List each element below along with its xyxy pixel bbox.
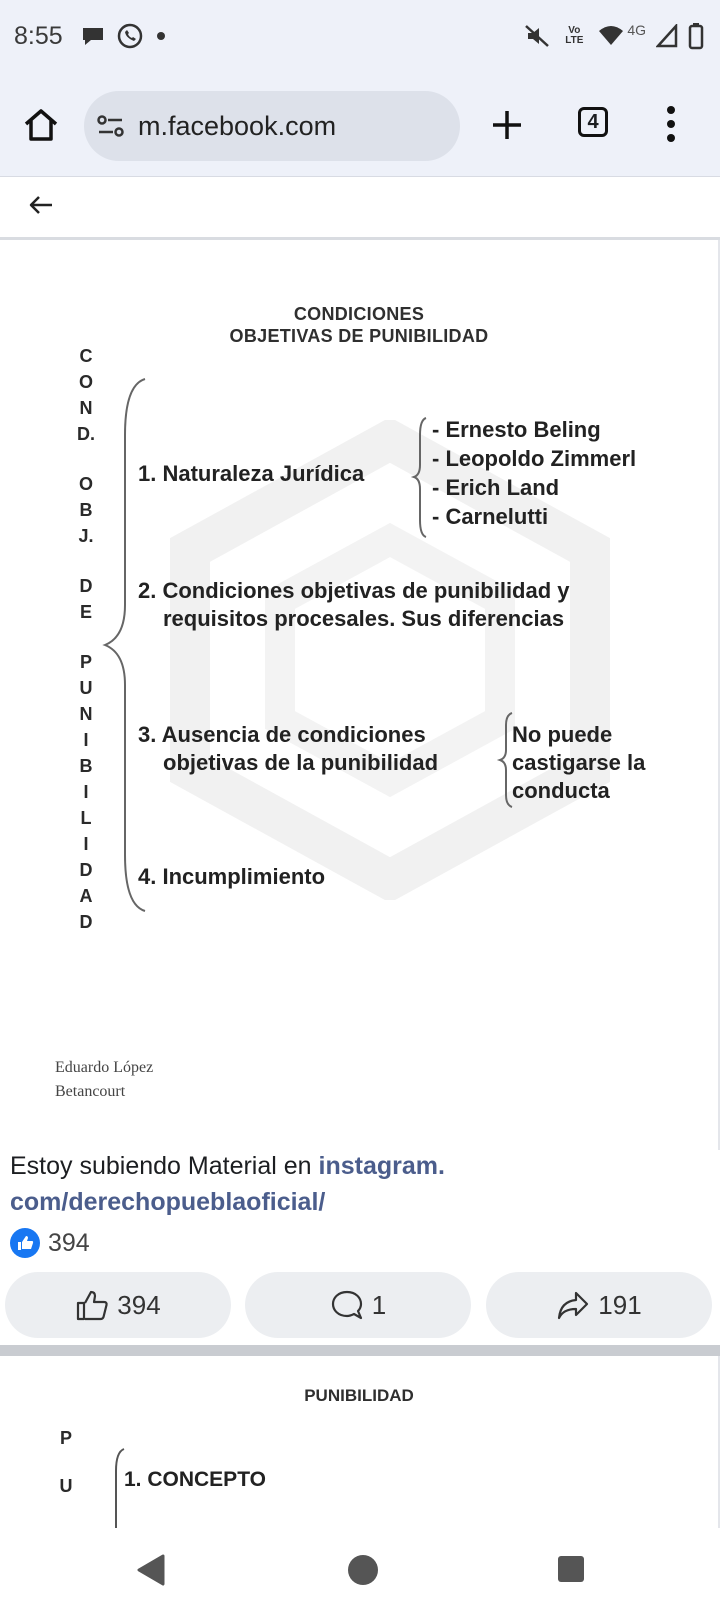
result-text: conducta bbox=[512, 778, 610, 803]
site-settings-icon[interactable] bbox=[96, 111, 126, 141]
share-button[interactable] bbox=[486, 1272, 712, 1338]
item-ausencia-line1: 3. Ausencia de condiciones bbox=[138, 722, 426, 747]
reaction-count: 394 bbox=[48, 1228, 90, 1257]
author-item: - Leopoldo Zimmerl bbox=[432, 446, 637, 471]
vertical-letter: P bbox=[79, 652, 92, 672]
vertical-letter: O bbox=[78, 474, 93, 494]
post-caption bbox=[10, 1148, 710, 1220]
item-condiciones-line1: 2. Condiciones objetivas de punibilidad y bbox=[138, 578, 570, 603]
system-icons bbox=[523, 22, 704, 50]
result-text: castigarse la bbox=[512, 750, 646, 775]
author-item: - Carnelutti bbox=[432, 504, 549, 529]
notification-icons bbox=[80, 22, 168, 50]
reactions-summary[interactable] bbox=[10, 1228, 90, 1258]
item-condiciones-line2: requisitos procesales. Sus diferencias bbox=[163, 606, 565, 631]
back-arrow-icon[interactable] bbox=[28, 193, 54, 217]
share-icon bbox=[556, 1289, 590, 1321]
post-image[interactable] bbox=[0, 240, 720, 1150]
item-naturaleza-juridica: 1. Naturaleza Jurídica bbox=[138, 461, 365, 486]
vertical-letter: N bbox=[79, 704, 93, 724]
recents-nav-icon[interactable] bbox=[556, 1554, 586, 1584]
vertical-letter: J. bbox=[78, 526, 94, 546]
vertical-letter: C bbox=[79, 346, 93, 366]
vertical-letter: D bbox=[79, 860, 93, 880]
wifi-icon bbox=[597, 23, 625, 49]
feed-separator bbox=[0, 1345, 720, 1356]
whatsapp-icon bbox=[116, 22, 144, 50]
vertical-letter: I bbox=[83, 834, 89, 854]
next-post-title: PUNIBILIDAD bbox=[304, 1386, 414, 1405]
instagram-link-cont[interactable]: com/derechopueblaoficial/ bbox=[10, 1188, 326, 1216]
image-author-line1: Eduardo López bbox=[55, 1059, 154, 1076]
thumbs-up-icon bbox=[75, 1289, 109, 1321]
browser-toolbar bbox=[0, 78, 720, 177]
vertical-letter: D bbox=[79, 576, 93, 596]
more-options-icon[interactable] bbox=[665, 104, 677, 144]
comment-count: 1 bbox=[371, 1289, 387, 1320]
author-item: - Ernesto Beling bbox=[432, 417, 601, 442]
status-bar bbox=[0, 0, 720, 78]
vertical-letter: D. bbox=[77, 424, 95, 444]
vertical-letter: N bbox=[79, 398, 93, 418]
comment-button[interactable] bbox=[245, 1272, 471, 1338]
caption-text: Estoy subiendo Material en bbox=[10, 1152, 319, 1180]
next-post-item: 1. CONCEPTO bbox=[124, 1468, 266, 1491]
vertical-letter: B bbox=[79, 756, 93, 776]
next-post-image[interactable] bbox=[0, 1356, 720, 1528]
diagram-title-line2: OBJETIVAS DE PUNIBILIDAD bbox=[229, 326, 489, 346]
tab-switcher-button[interactable]: 4 bbox=[578, 107, 608, 137]
share-count: 191 bbox=[598, 1289, 642, 1320]
main-brace bbox=[100, 375, 150, 915]
post-header bbox=[0, 177, 720, 240]
instagram-link[interactable]: instagram. bbox=[318, 1152, 445, 1180]
image-author-line2: Betancourt bbox=[55, 1083, 126, 1100]
vertical-letter: P bbox=[59, 1428, 72, 1448]
back-nav-icon[interactable] bbox=[135, 1553, 167, 1587]
address-bar[interactable] bbox=[84, 91, 460, 161]
comment-icon bbox=[330, 1289, 364, 1321]
battery-icon bbox=[688, 22, 704, 50]
volte-icon: Vo LTE bbox=[565, 25, 584, 46]
network-type: 4G bbox=[627, 22, 646, 38]
signal-icon bbox=[656, 24, 678, 48]
dot-icon bbox=[154, 29, 168, 43]
vertical-letter: U bbox=[79, 678, 93, 698]
url-text: m.facebook.com bbox=[138, 110, 337, 141]
chat-bubble-icon bbox=[80, 23, 106, 49]
vertical-letter: U bbox=[59, 1476, 73, 1496]
vertical-letter: E bbox=[79, 602, 92, 622]
vertical-letter: I bbox=[83, 730, 89, 750]
result-text: No puede bbox=[512, 722, 613, 747]
like-reaction-icon bbox=[10, 1228, 40, 1258]
authors-brace bbox=[410, 415, 430, 540]
system-navigation-bar bbox=[0, 1528, 720, 1612]
item-ausencia-line2: objetivas de la punibilidad bbox=[163, 750, 439, 775]
status-time: 8:55 bbox=[14, 22, 63, 50]
mute-icon bbox=[523, 22, 551, 50]
vertical-letter: D bbox=[79, 912, 93, 932]
vertical-letter: A bbox=[79, 886, 93, 906]
vertical-letter: L bbox=[80, 808, 92, 828]
new-tab-icon[interactable] bbox=[490, 108, 524, 142]
home-nav-icon[interactable] bbox=[346, 1553, 380, 1587]
like-count: 394 bbox=[117, 1289, 161, 1320]
vertical-letter: I bbox=[83, 782, 89, 802]
diagram-title-line1: CONDICIONES bbox=[293, 304, 425, 324]
like-button[interactable] bbox=[5, 1272, 231, 1338]
author-item: - Erich Land bbox=[432, 475, 560, 500]
home-icon[interactable] bbox=[22, 106, 60, 144]
vertical-letter: B bbox=[79, 500, 93, 520]
vertical-letter: O bbox=[78, 372, 93, 392]
item-incumplimiento: 4. Incumplimiento bbox=[138, 864, 326, 889]
